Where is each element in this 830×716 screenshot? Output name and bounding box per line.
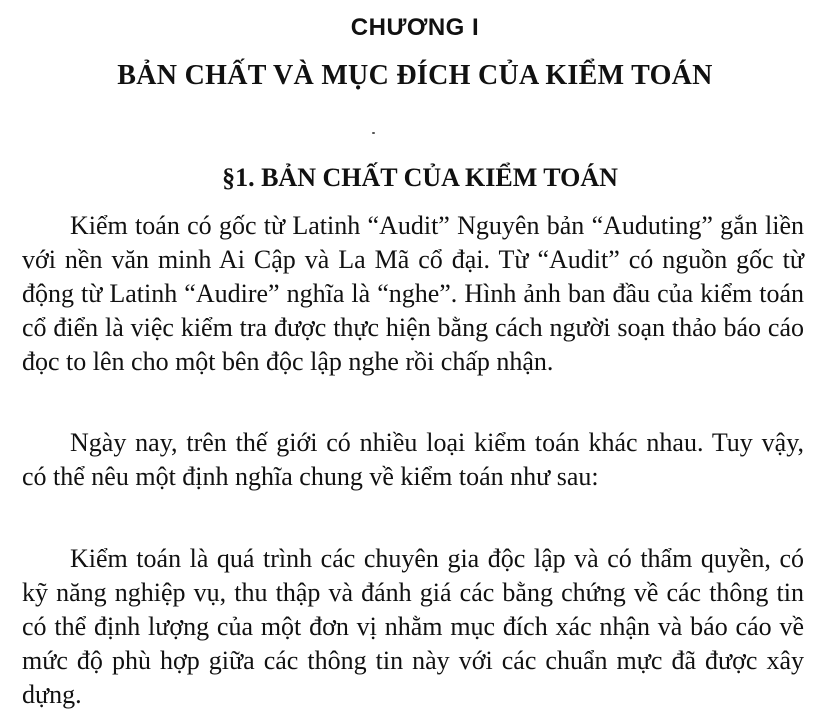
print-speck bbox=[372, 132, 375, 134]
section-heading: §1. BẢN CHẤT CỦA KIỂM TOÁN bbox=[222, 163, 618, 192]
chapter-title: BẢN CHẤT VÀ MỤC ĐÍCH CỦA KIỂM TOÁN bbox=[117, 60, 713, 91]
paragraph-today: Ngày nay, trên thế giới có nhiều loại kiểm toán khác nhau. Tuy vậy, có thể nêu một định nghĩa chung về kiểm toán như sau: bbox=[22, 428, 804, 491]
chapter-label: CHƯƠNG I bbox=[350, 14, 480, 41]
paragraph-origin: Kiểm toán có gốc từ Latinh “Audit” Nguyên bản “Auduting” gắn liền với nền văn minh Ai Cập và La Mã cổ đại. Từ “Audit” có nguồn gốc từ động từ Latinh “Audire” nghĩa là “nghe”. Hình ảnh ban đầu của kiểm toán cổ điển là việc kiểm tra được thực hiện bằng cách người soạn thảo báo cáo đọc to lên cho một bên độc lập nghe rồi chấp nhận. bbox=[22, 211, 804, 376]
paragraph-definition: Kiểm toán là quá trình các chuyên gia độc lập và có thẩm quyền, có kỹ năng nghiệp vụ, thu thập và đánh giá các bằng chứng về các thông tin có thể định lượng của một đơn vị nhằm mục đích xác nhận và báo cáo về mức độ phù hợp giữa các thông tin này với các chuẩn mực đã được xây dựng. bbox=[22, 544, 804, 709]
